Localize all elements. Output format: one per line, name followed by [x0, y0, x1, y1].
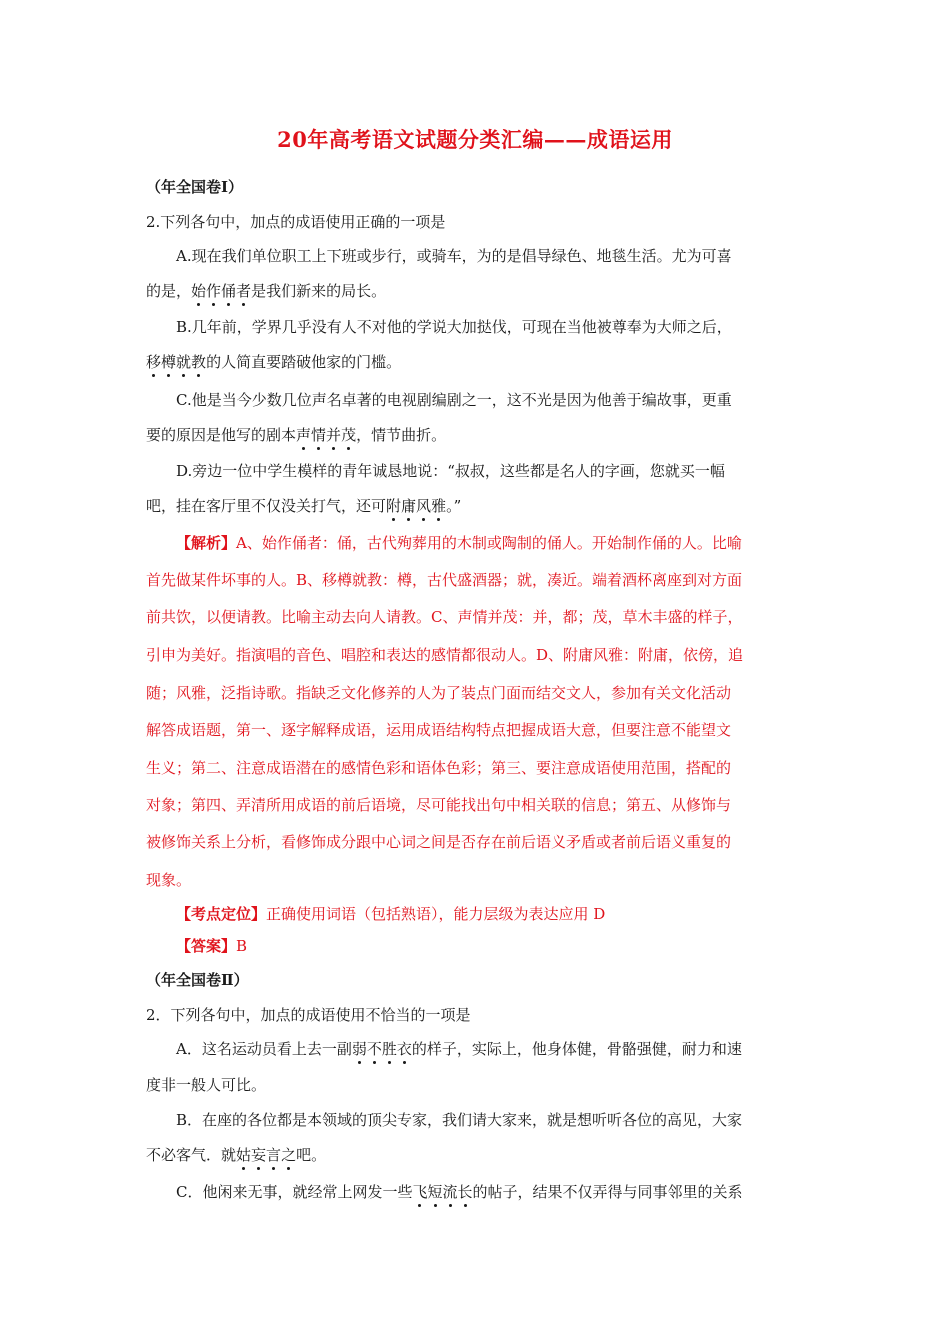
- section-heading: （年全国卷Ⅰ）: [146, 178, 244, 196]
- analysis-line8: 对象；第四、弄清所用成语的前后语境，尽可能找出句中相关联的信息；第五、从修饰与: [146, 796, 732, 814]
- option-d-line2: 吧，挂在客厅里不仅没关打气，还可附庸风雅。”: [146, 497, 462, 515]
- analysis-line3: 前共饮，以便请教。比喻主动去向人请教。C、声情并茂：并，都；茂，草木丰盛的样子，: [146, 608, 743, 626]
- option-b-line2: 移樽就教的人简直要踏破他家的门槛。: [146, 353, 402, 371]
- document-title: 20年高考语文试题分类汇编——成语运用: [277, 127, 673, 152]
- analysis-line9: 被修饰关系上分析，看修饰成分跟中心词之间是否存在前后语义矛盾或者前后语义重复的: [146, 833, 732, 851]
- analysis-line2: 首先做某件坏事的人。B、移樽就教：樽，古代盛酒器；就，凑近。端着酒杯离座到对方面: [146, 571, 743, 589]
- analysis-line4: 引申为美好。指演唱的音色、唱腔和表达的感情都很动人。D、附庸风雅：附庸，依傍，追: [146, 646, 744, 664]
- option-c-line1: C．他闲来无事，就经常上网发一些飞短流长的帖子，结果不仅弄得与同事邻里的关系: [176, 1183, 743, 1201]
- option-d-line1: D.旁边一位中学生模样的青年诚恳地说：“叔叔，这些都是名人的字画，您就买一幅: [176, 462, 725, 480]
- kaodian-line: 【考点定位】正确使用词语（包括熟语），能力层级为表达应用 D: [176, 905, 606, 923]
- analysis-line1: 【解析】A、始作俑者：俑，古代殉葬用的木制或陶制的俑人。开始制作俑的人。比喻: [176, 534, 742, 552]
- option-a-line1: A.现在我们单位职工上下班或步行，或骑车，为的是倡导绿色、地毯生活。尤为可喜: [176, 247, 732, 265]
- option-b-line1: B.几年前，学界几乎没有人不对他的学说大加挞伐，可现在当他被尊奉为大师之后，: [176, 318, 732, 336]
- option-a-line2: 的是，始作俑者是我们新来的局长。: [146, 282, 387, 300]
- option-c-line2: 要的原因是他写的剧本声情并茂，情节曲折。: [146, 426, 447, 444]
- answer-label: 【答案】: [176, 937, 237, 955]
- analysis-line7: 生义；第二、注意成语潜在的感情色彩和语体色彩；第三、要注意成语使用范围，搭配的: [146, 759, 732, 777]
- analysis-line6: 解答成语题，第一、逐字解释成语，运用成语结构特点把握成语大意，但要注意不能望文: [146, 721, 732, 739]
- kaodian-label: 【考点定位】: [176, 905, 267, 923]
- analysis-label: 【解析】: [176, 534, 237, 552]
- option-b-line2: 不必客气．就姑妄言之吧。: [146, 1146, 327, 1164]
- option-c-line1: C.他是当今少数几位声名卓著的电视剧编剧之一，这不光是因为他善于编故事，更重: [176, 391, 732, 409]
- answer-line: 【答案】B: [176, 937, 248, 955]
- section-heading: （年全国卷Ⅱ）: [146, 971, 249, 989]
- option-a-line1: A．这名运动员看上去一副弱不胜衣的样子，实际上，他身体健，骨骼强健，耐力和速: [176, 1040, 742, 1058]
- option-b-line1: B．在座的各位都是本领域的顶尖专家，我们请大家来，就是想听听各位的高见，大家: [176, 1111, 743, 1129]
- analysis-line5: 随；风雅，泛指诗歌。指缺乏文化修养的人为了装点门面而结交文人，参加有关文化活动: [146, 684, 732, 702]
- question-stem: 2．下列各句中，加点的成语使用不恰当的一项是: [146, 1006, 471, 1024]
- option-a-line2: 度非一般人可比。: [146, 1076, 267, 1094]
- analysis-line10: 现象。: [146, 871, 192, 889]
- question-stem: 2.下列各句中，加点的成语使用正确的一项是: [146, 213, 446, 231]
